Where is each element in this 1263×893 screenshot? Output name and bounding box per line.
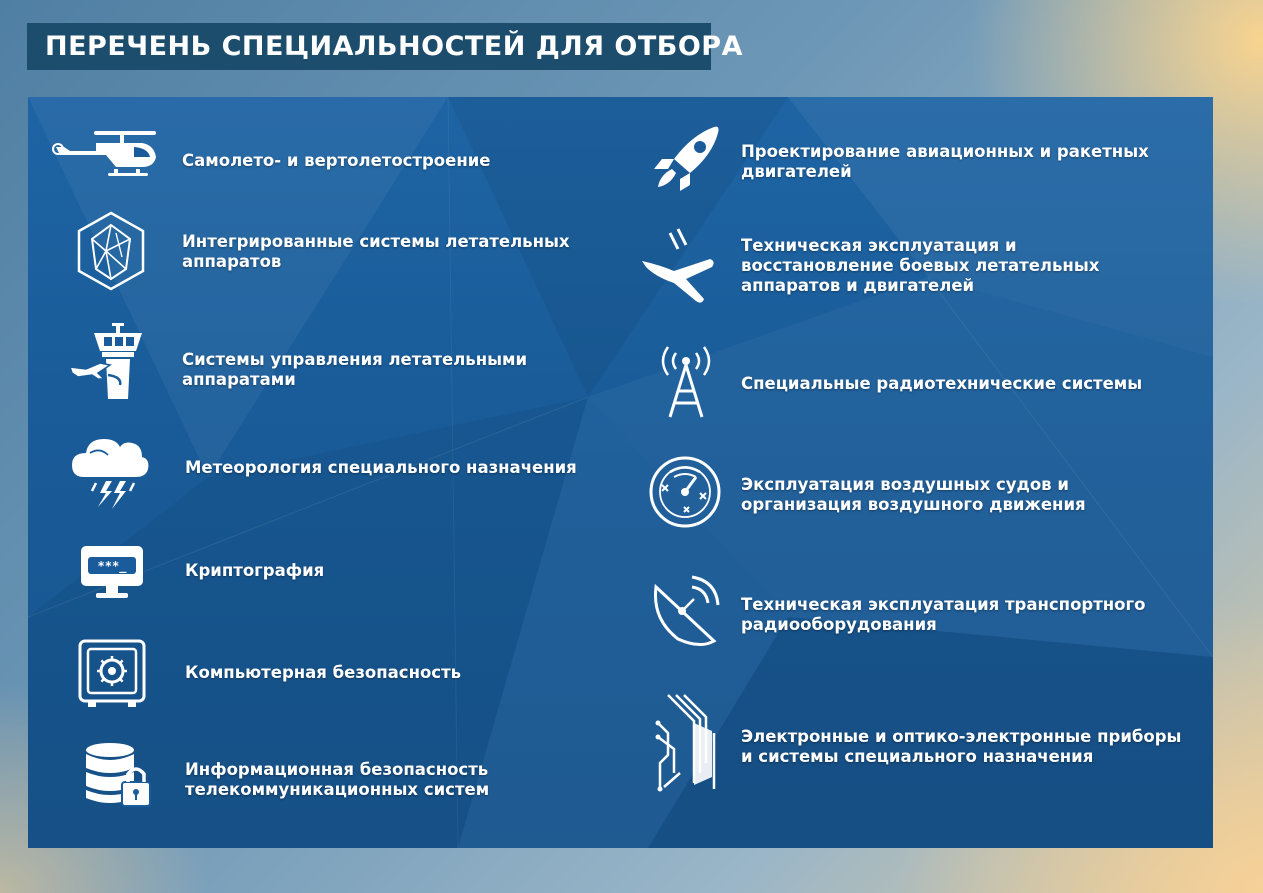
specialty-label-2: Интегрированные системы летательных аппаратов — [182, 232, 570, 271]
safe-icon — [78, 639, 146, 709]
database-lock-icon — [84, 742, 154, 808]
specialty-label-9: Техническая эксплуатация и восстановление боевых летательных аппаратов и двигателей — [741, 236, 1100, 295]
helicopter-icon — [50, 129, 160, 179]
specialty-label-11: Эксплуатация воздушных судов и организация воздушного движения — [741, 475, 1086, 514]
specialty-label-4: Метеорология специального назначения — [185, 458, 577, 477]
fighter-jet-icon — [640, 227, 720, 307]
specialty-label-3: Системы управления летательными аппаратами — [182, 350, 528, 389]
control-tower-icon — [68, 321, 158, 401]
storm-cloud-icon — [70, 433, 150, 515]
radar-screen-icon — [648, 455, 722, 529]
specialty-label-8: Проектирование авиационных и ракетных двигателей — [741, 142, 1149, 181]
specialty-label-7: Информационная безопасность телекоммуникационных систем — [185, 760, 490, 799]
svg-text:***_: ***_ — [97, 559, 127, 573]
rocket-icon — [650, 125, 722, 193]
password-monitor-icon — [80, 545, 144, 601]
specialty-label-6: Компьютерная безопасность — [185, 663, 462, 682]
specialty-label-13: Электронные и оптико-электронные приборы и системы специального назначения — [741, 727, 1182, 766]
page-title: ПЕРЕЧЕНЬ СПЕЦИАЛЬНОСТЕЙ ДЛЯ ОТБОРА — [45, 31, 743, 62]
circuit-chip-icon — [654, 693, 720, 793]
crystal-hexagon-icon — [76, 211, 146, 291]
specialty-label-1: Самолето- и вертолетостроение — [182, 151, 491, 170]
radio-tower-icon — [654, 341, 718, 419]
satellite-dish-icon — [648, 573, 722, 647]
specialty-label-10: Специальные радиотехнические системы — [741, 374, 1143, 393]
specialties-panel — [28, 97, 1213, 848]
specialty-label-5: Криптография — [185, 561, 325, 580]
specialty-label-12: Техническая эксплуатация транспортного радиооборудования — [741, 595, 1146, 634]
title-bar — [27, 23, 743, 70]
